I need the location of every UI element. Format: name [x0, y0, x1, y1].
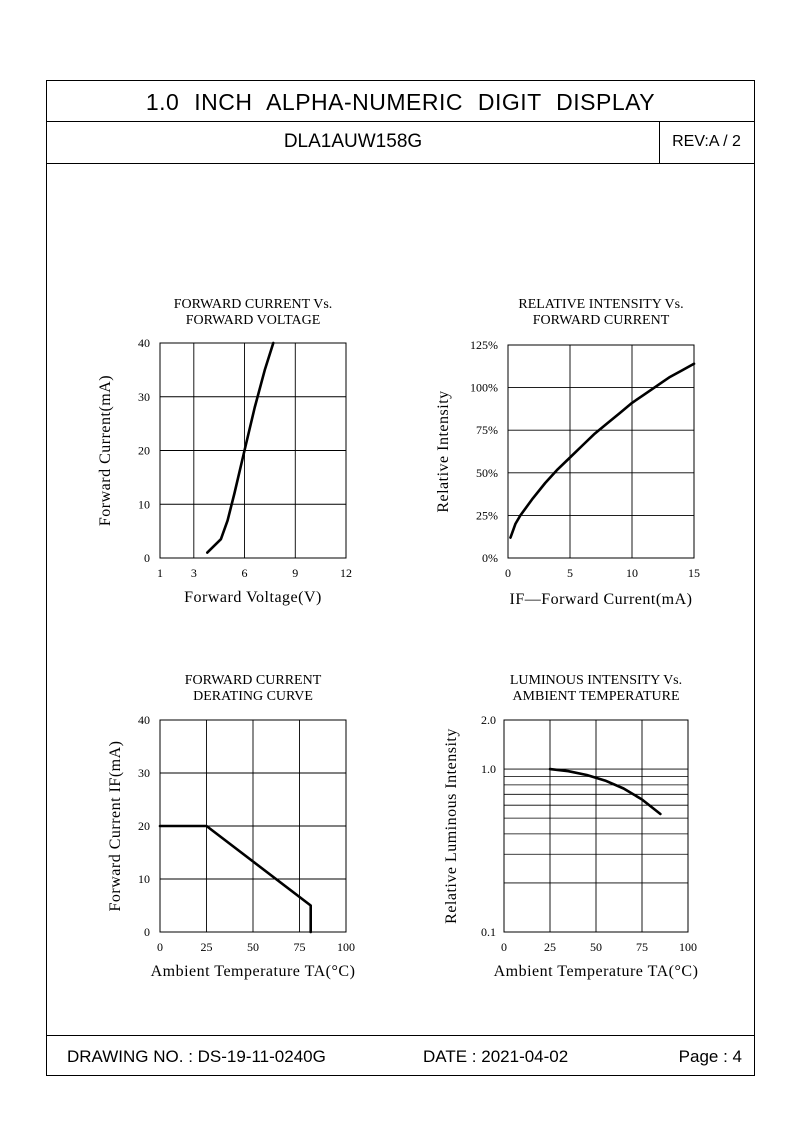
y-tick-label: 30 [138, 389, 150, 404]
x-tick-label: 5 [567, 566, 573, 580]
x-tick-label: 3 [190, 566, 197, 580]
y-tick-label: 30 [138, 766, 150, 780]
y-tick-label: 10 [138, 497, 150, 512]
drawing-number: DRAWING NO. : DS-19-11-0240G [67, 1047, 326, 1066]
series-line [207, 343, 273, 553]
x-tick-label: 50 [247, 940, 259, 954]
y-axis-label: Relative Luminous Intensity [443, 728, 460, 924]
series-line [511, 364, 695, 538]
page-number: Page : 4 [678, 1047, 742, 1066]
x-tick-label: 9 [292, 566, 299, 580]
y-tick-label: 75% [476, 423, 498, 438]
x-tick-label: 6 [241, 566, 248, 580]
y-tick-label: 0 [144, 925, 150, 939]
x-tick-label: 0 [157, 940, 163, 954]
x-tick-label: 10 [626, 566, 638, 580]
chart-title-line: FORWARD CURRENT [532, 313, 670, 328]
chart-title-line: AMBIENT TEMPERATURE [512, 689, 680, 704]
drawing-date: DATE : 2021-04-02 [423, 1047, 569, 1066]
chart-title-line: LUMINOUS INTENSITY Vs. [509, 673, 683, 688]
x-axis-label: IF—Forward Current(mA) [509, 591, 693, 608]
x-axis-label: Forward Voltage(V) [184, 589, 322, 606]
y-tick-label: 0% [482, 551, 498, 565]
part-number: DLA1AUW158G [283, 131, 423, 152]
x-axis-label: Ambient Temperature TA(°C) [150, 963, 356, 980]
x-tick-label: 25 [544, 940, 556, 954]
y-tick-label: 10 [138, 872, 150, 886]
x-axis-label: Ambient Temperature TA(°C) [493, 963, 699, 980]
x-tick-label: 12 [340, 566, 352, 580]
y-tick-label: 50% [476, 465, 498, 480]
chart-title-line: FORWARD VOLTAGE [185, 313, 321, 328]
x-tick-label: 0 [501, 940, 507, 954]
y-tick-label: 40 [138, 336, 150, 350]
x-tick-label: 25 [200, 940, 213, 954]
chart-title-line: FORWARD CURRENT [184, 673, 322, 688]
chart-title-line: DERATING CURVE [193, 689, 313, 704]
x-tick-label: 1 [157, 566, 163, 580]
series-line [550, 769, 660, 814]
x-tick-label: 100 [337, 940, 355, 954]
x-tick-label: 100 [679, 940, 697, 954]
y-tick-label: 2.0 [481, 713, 496, 727]
x-tick-label: 15 [688, 566, 700, 580]
y-axis-label: Forward Current(mA) [97, 374, 114, 527]
y-axis-label: Relative Intensity [435, 390, 452, 513]
y-tick-label: 1.0 [481, 762, 496, 777]
chart-title-line: FORWARD CURRENT Vs. [173, 297, 333, 312]
y-tick-label: 40 [138, 713, 150, 727]
plot-frame [508, 345, 694, 558]
x-tick-label: 75 [293, 940, 306, 954]
revision: REV:A / 2 [672, 133, 741, 150]
y-tick-label: 125% [470, 338, 498, 352]
y-tick-label: 25% [476, 508, 498, 523]
y-tick-label: 0.1 [481, 925, 496, 939]
y-axis-label: Forward Current IF(mA) [107, 740, 124, 912]
y-tick-label: 20 [138, 443, 150, 458]
x-tick-label: 0 [505, 566, 511, 580]
y-tick-label: 100% [470, 380, 498, 395]
y-tick-label: 0 [144, 551, 150, 565]
chart-title-line: RELATIVE INTENSITY Vs. [518, 297, 684, 312]
y-tick-label: 20 [138, 819, 150, 833]
x-tick-label: 50 [590, 940, 602, 954]
x-tick-label: 75 [636, 940, 648, 954]
document-title: 1.0 INCH ALPHA-NUMERIC DIGIT DISPLAY [145, 89, 656, 115]
